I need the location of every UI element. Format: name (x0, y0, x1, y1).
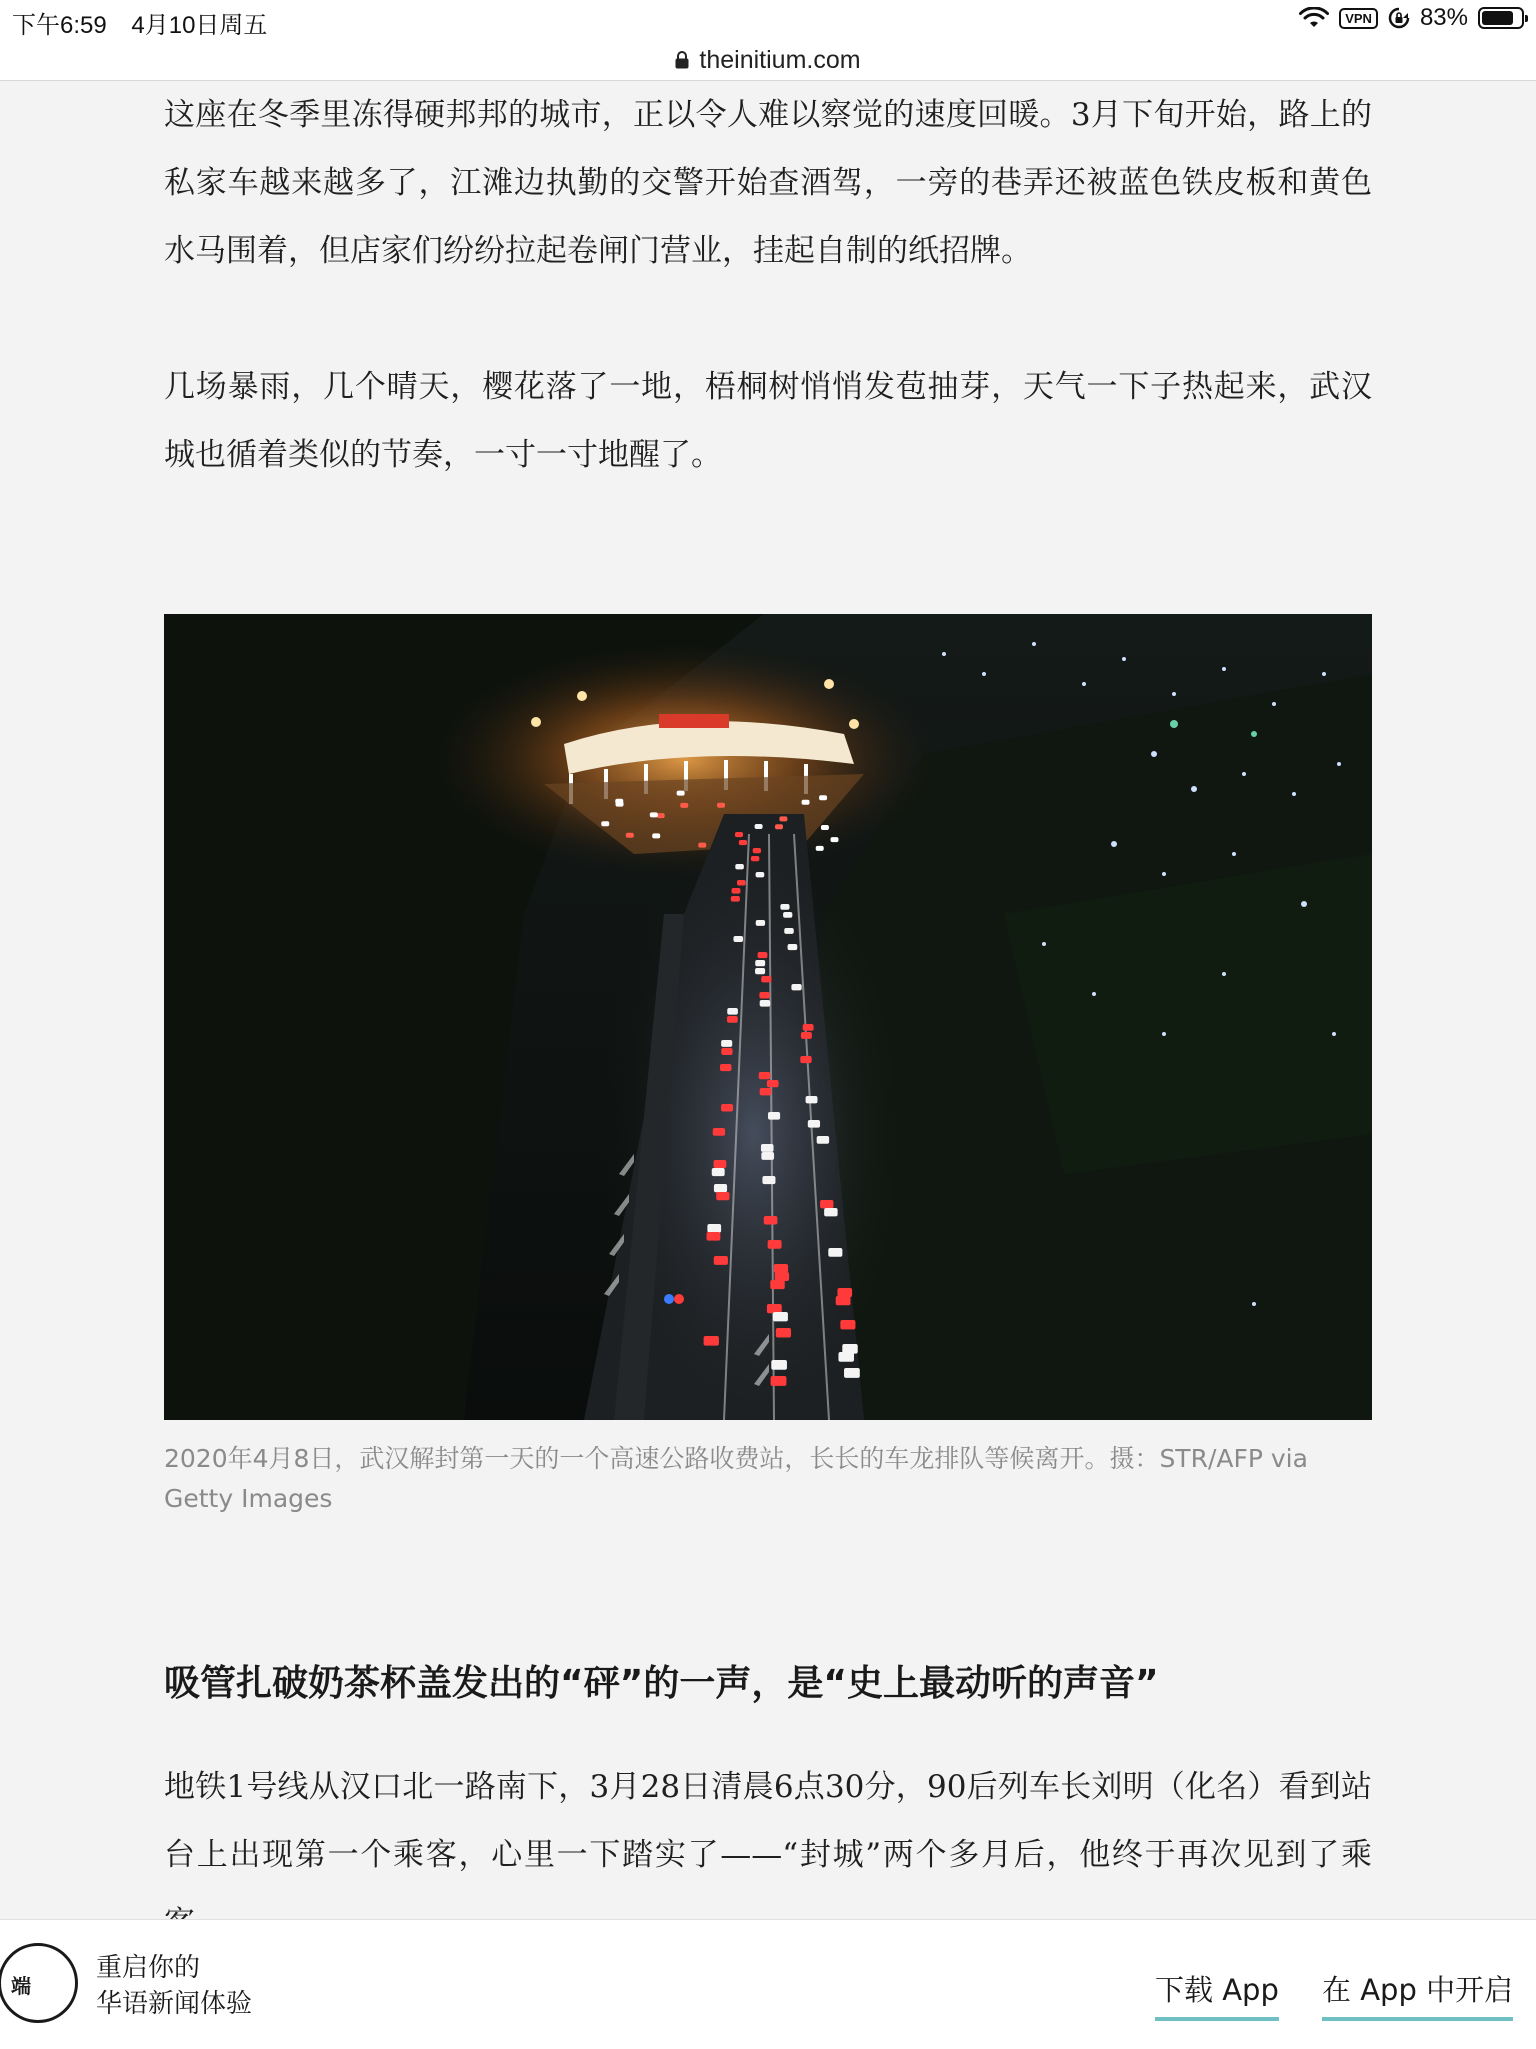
car-light (828, 1248, 842, 1257)
car-light (716, 1192, 729, 1200)
status-time-date (12, 5, 285, 40)
car-light (721, 1040, 732, 1047)
status-bar (0, 0, 1536, 40)
car-light (783, 912, 792, 918)
car-light (788, 944, 798, 950)
car-light (816, 846, 824, 851)
car-light (808, 1120, 820, 1128)
car-light (739, 840, 747, 845)
car-light (774, 1264, 788, 1273)
car-light (626, 833, 634, 838)
car-light (704, 1336, 719, 1346)
car-light (759, 1072, 771, 1079)
car-light (773, 1312, 788, 1321)
car-light (800, 1056, 811, 1063)
car-light (838, 1352, 854, 1362)
article-paragraph: 这座在冬季里冻得硬邦邦的城市，正以令人难以察觉的速度回暖。3月下旬开始，路上的私家车越来越多了，江滩边执勤的交警开始查酒驾，一旁的巷弄还被蓝色铁皮板和黄色水马围着，但店家们纷纷拉起卷闸门营业，挂起自制的纸招牌。 (164, 97, 1372, 269)
car-light (821, 825, 829, 830)
wifi-icon (1299, 7, 1329, 29)
car-light (817, 1136, 829, 1144)
photo-caption: 2020年4月8日，武汉解封第一天的一个高速公路收费站，长长的车龙排队等候离开。摄：STR/AFP via Getty Images (164, 1444, 1308, 1513)
initium-logo-icon (0, 1943, 78, 2023)
car-light (714, 1184, 727, 1192)
car-light (784, 928, 793, 934)
car-light (830, 837, 838, 842)
car-light (801, 1032, 812, 1039)
status-indicators (1299, 4, 1524, 32)
car-light (820, 1200, 833, 1208)
car-light (735, 864, 744, 869)
car-light (707, 1232, 721, 1241)
battery-fill (1482, 11, 1513, 25)
car-light (756, 920, 765, 926)
car-light (837, 1288, 852, 1297)
car-light (840, 1320, 855, 1329)
car-light (758, 952, 768, 958)
car-light (836, 1296, 851, 1305)
car-light (791, 984, 801, 990)
app-banner (0, 1919, 1536, 2049)
banner-tagline-line2: 华语新闻体验 (96, 1989, 253, 2019)
status-date: 4月10日周五 (131, 12, 268, 39)
car-light (771, 1360, 787, 1370)
car-light (650, 812, 658, 817)
car-light (733, 936, 743, 942)
car-light (760, 1000, 771, 1007)
car-light (707, 1224, 721, 1233)
car-light (727, 1016, 738, 1023)
car-light (806, 1096, 818, 1103)
car-light (714, 1160, 727, 1168)
car-light (776, 1328, 791, 1338)
photo-highway-toll-station (164, 614, 1372, 1420)
open-in-app-button[interactable]: 在 App 中开启 (1322, 1968, 1513, 2021)
car-light (761, 1144, 774, 1152)
status-time: 下午6:59 (12, 12, 107, 39)
article-body (0, 81, 1536, 1919)
car-light (732, 888, 741, 894)
car-light (735, 832, 743, 837)
car-light (720, 1064, 731, 1071)
article-paragraph: 地铁1号线从汉口北一路南下，3月28日清晨6点30分，90后列车长刘明（化名）看到站台上出现第一个乘客，心里一下踏实了——“封城”两个多月后，他终于再次见到了乘 (164, 1769, 1372, 1873)
car-light (677, 791, 685, 796)
url-bar[interactable] (0, 40, 1536, 81)
car-light (780, 904, 789, 910)
car-light (770, 1280, 785, 1289)
car-light (775, 1272, 789, 1281)
rotation-lock-icon (1388, 7, 1410, 29)
battery-percent: 83% (1419, 4, 1468, 31)
car-light (761, 1152, 774, 1160)
car-light (844, 1368, 860, 1378)
car-light (756, 872, 765, 877)
battery-icon (1478, 7, 1524, 29)
car-light (767, 1304, 782, 1313)
banner-tagline (96, 1950, 252, 2022)
car-light (755, 824, 763, 829)
car-light (753, 848, 761, 853)
car-light (771, 1376, 787, 1386)
car-light (737, 880, 746, 886)
car-light (652, 833, 660, 838)
banner-tagline-line1: 重启你的 (96, 1953, 201, 1983)
car-light (714, 1256, 728, 1265)
car-light (764, 1216, 778, 1225)
article-paragraph: 几场暴雨，几个晴天，樱花落了一地，梧桐树悄悄发苞抽芽，天气一下子热起来，武汉城也循着类似的节奏，一寸一寸地醒了。 (164, 369, 1372, 473)
padlock-icon (675, 51, 689, 69)
url-domain[interactable]: theinitium.com (699, 45, 861, 74)
car-light (755, 968, 765, 974)
logo-text: 端 (11, 1974, 31, 1998)
car-light (768, 1112, 780, 1120)
car-light (762, 1176, 775, 1184)
car-light (819, 795, 827, 800)
download-app-button[interactable]: 下载 App (1155, 1968, 1279, 2021)
article-photo (164, 614, 1372, 1420)
car-light (779, 816, 787, 821)
car-light (657, 813, 665, 818)
article-paragraphs-top (164, 81, 1372, 489)
car-light (680, 803, 688, 808)
car-light (803, 1024, 814, 1031)
car-light (759, 992, 769, 999)
car-light (824, 1208, 837, 1216)
car-light (717, 803, 725, 808)
car-light (698, 843, 706, 848)
car-light (721, 1104, 733, 1112)
car-light (731, 896, 740, 902)
car-light (727, 1008, 738, 1015)
car-light (713, 1128, 725, 1136)
section-title: 吸管扎破奶茶杯盖发出的“砰”的一声，是“史上最动听的声音” (164, 1663, 1159, 1704)
car-light (751, 856, 759, 861)
car-light (712, 1168, 725, 1176)
car-light (616, 802, 624, 807)
car-light (767, 1080, 779, 1087)
car-light (755, 960, 765, 966)
car-light (601, 821, 609, 826)
car-light (721, 1048, 732, 1055)
car-light (768, 1240, 782, 1249)
vpn-badge: VPN (1339, 8, 1378, 29)
car-light (775, 824, 783, 829)
car-light (760, 1088, 772, 1095)
car-light (802, 800, 810, 805)
car-light (761, 976, 771, 982)
